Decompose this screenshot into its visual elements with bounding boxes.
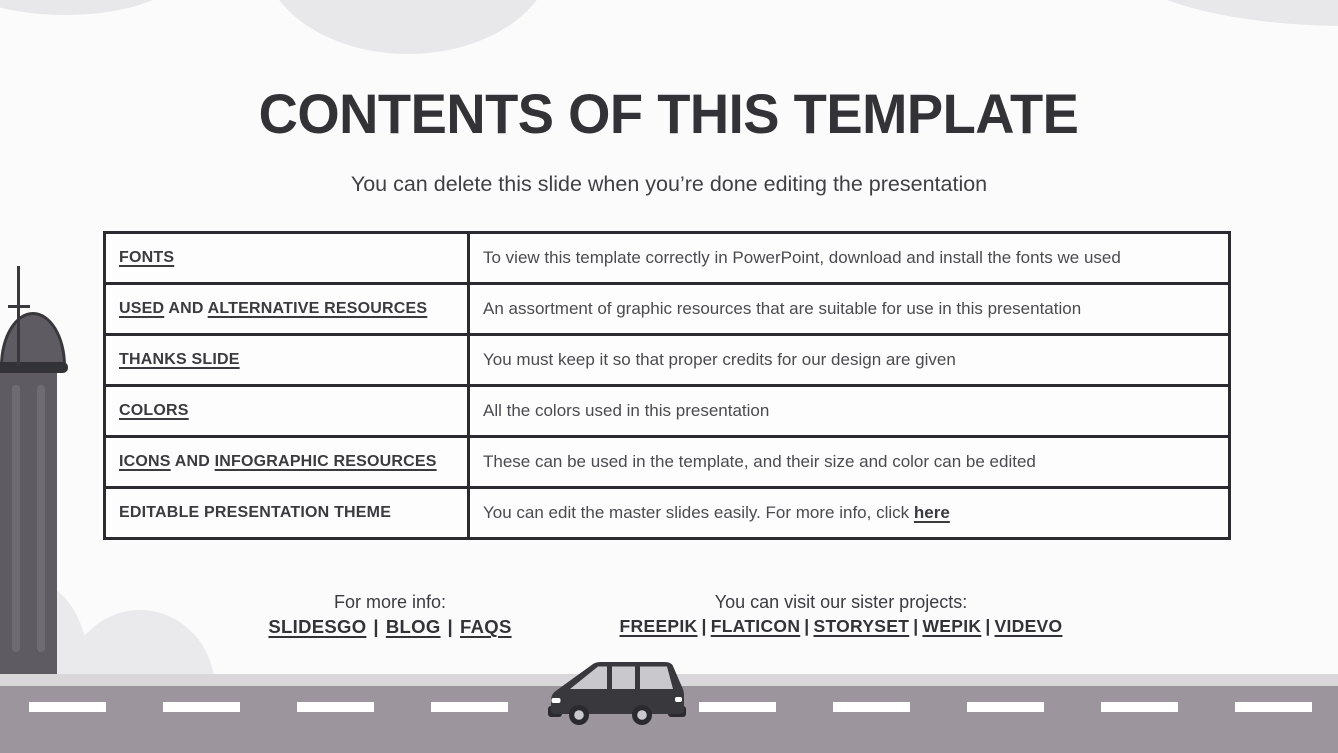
- tower-icon: [0, 266, 70, 676]
- tower-stripe: [12, 385, 20, 652]
- separator: |: [447, 616, 454, 637]
- car-wheel-hub: [637, 710, 647, 720]
- more-info-group: [240, 592, 540, 638]
- term-cell: [105, 437, 469, 488]
- desc-text: These can be used in the template, and their size and color can be edited: [483, 452, 1036, 471]
- term-cell: [105, 488, 469, 539]
- tower-dome: [0, 312, 66, 366]
- page-subtitle: [0, 172, 1338, 197]
- desc-cell: [469, 335, 1230, 386]
- videvo-link[interactable]: VIDEVO: [994, 616, 1063, 636]
- desc-text: You can edit the master slides easily. For more info, click: [483, 503, 914, 522]
- page-title: [0, 84, 1338, 144]
- car-headlight: [552, 698, 561, 703]
- desc-text: You must keep it so that proper credits for our design are given: [483, 350, 956, 369]
- cloud-icon: [0, 0, 183, 15]
- term-cell: [105, 284, 469, 335]
- desc-text: All the colors used in this presentation: [483, 401, 770, 420]
- term-cell: [105, 335, 469, 386]
- tower-spire: [17, 266, 20, 366]
- sister-projects-links: [596, 616, 1086, 637]
- table-row: [105, 284, 1230, 335]
- here-link[interactable]: here: [913, 503, 950, 522]
- blog-link[interactable]: BLOG: [385, 616, 441, 637]
- sister-projects-group: [596, 592, 1086, 637]
- separator: |: [804, 616, 810, 636]
- table-row: [105, 437, 1230, 488]
- term-conjunction: AND: [164, 300, 208, 317]
- term-link[interactable]: THANKS SLIDE: [119, 351, 240, 368]
- car-wheel-hub: [574, 710, 584, 720]
- term-conjunction: AND: [170, 453, 215, 470]
- desc-text: An assortment of graphic resources that are suitable for use in this presentation: [483, 299, 1082, 318]
- more-info-label: For more info:: [333, 592, 447, 612]
- desc-cell: [469, 386, 1230, 437]
- cloud-icon: [262, 0, 554, 54]
- freepik-link[interactable]: FREEPIK: [619, 616, 698, 636]
- table-row: [105, 488, 1230, 539]
- desc-cell: [469, 233, 1230, 284]
- term-link[interactable]: ICONS: [119, 453, 171, 470]
- car-icon: [548, 658, 688, 728]
- faqs-link[interactable]: FAQS: [460, 616, 512, 637]
- flaticon-link[interactable]: FLATICON: [710, 616, 801, 636]
- car-taillight: [675, 697, 682, 702]
- separator: |: [985, 616, 991, 636]
- term-cell: [105, 233, 469, 284]
- desc-cell: [469, 488, 1230, 539]
- more-info-links: [240, 616, 540, 638]
- term-cell: [105, 386, 469, 437]
- desc-cell: [469, 437, 1230, 488]
- desc-cell: [469, 284, 1230, 335]
- term-link[interactable]: FONTS: [119, 249, 175, 266]
- page-subtitle-text: You can delete this slide when you’re done editing the presentation: [350, 172, 988, 196]
- car-side-window: [612, 667, 635, 690]
- desc-text: To view this template correctly in PowerPoint, download and install the fonts we used: [483, 248, 1121, 267]
- wepik-link[interactable]: WEPIK: [922, 616, 982, 636]
- term-link[interactable]: INFOGRAPHIC RESOURCES: [214, 453, 437, 470]
- term-link[interactable]: COLORS: [119, 402, 189, 419]
- tower-stripe: [37, 385, 45, 652]
- table-row: [105, 233, 1230, 284]
- page-title-text: CONTENTS OF THIS TEMPLATE: [259, 82, 1079, 145]
- separator: |: [701, 616, 707, 636]
- tower-crossbar: [8, 305, 30, 308]
- tower-band: [0, 362, 68, 373]
- sister-projects-label: You can visit our sister projects:: [714, 592, 968, 612]
- term-link[interactable]: USED: [119, 300, 165, 317]
- table-row: [105, 386, 1230, 437]
- term-link[interactable]: ALTERNATIVE RESOURCES: [207, 300, 428, 317]
- tower-body: [0, 373, 57, 675]
- term-text: EDITABLE PRESENTATION THEME: [119, 504, 392, 521]
- storyset-link[interactable]: STORYSET: [813, 616, 910, 636]
- cloud-icon: [1115, 0, 1338, 26]
- contents-table: [103, 231, 1231, 540]
- separator: |: [913, 616, 919, 636]
- separator: |: [373, 616, 379, 637]
- table-row: [105, 335, 1230, 386]
- slidesgo-link[interactable]: SLIDESGO: [268, 616, 367, 637]
